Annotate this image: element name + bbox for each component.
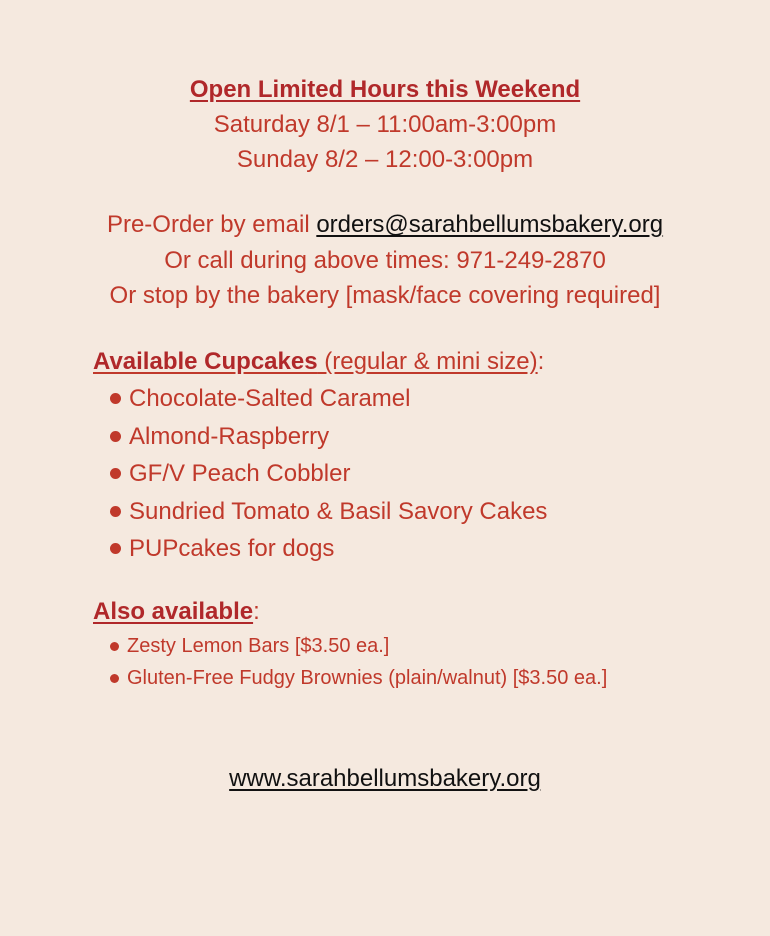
bullet-icon [110, 468, 121, 479]
also-item: Gluten-Free Fudgy Brownies (plain/walnut) [$3.50 ea.] [127, 667, 608, 689]
hours-title: Open Limited Hours this Weekend [189, 76, 581, 103]
cupcake-item: Almond-Raspberry [129, 422, 330, 450]
list-item [110, 493, 547, 531]
bullet-icon [110, 431, 121, 442]
call-line: Or call during above times: 971-249-2870 [164, 247, 606, 274]
list-item [110, 662, 607, 694]
cupcake-list [110, 380, 547, 568]
also-list [110, 630, 607, 694]
hours-section [0, 74, 770, 106]
bullet-icon [110, 674, 119, 683]
also-title-colon: : [253, 598, 260, 625]
preorder-line [0, 208, 770, 242]
cupcake-item: Chocolate-Salted Caramel [129, 385, 411, 412]
cupcake-item: Sundried Tomato & Basil Savory Cakes [129, 497, 548, 525]
list-item [110, 455, 547, 493]
list-item [110, 630, 607, 662]
stop-line: Or stop by the bakery [mask/face covering required] [109, 282, 661, 309]
also-heading [93, 596, 260, 628]
also-item: Zesty Lemon Bars [$3.50 ea.] [127, 635, 390, 657]
bullet-icon [110, 506, 121, 517]
cupcakes-title-colon: : [537, 348, 545, 375]
also-title: Also available [93, 598, 254, 625]
cupcake-item: PUPcakes for dogs [129, 535, 335, 562]
cupcakes-title-bold: Available Cupcakes [93, 348, 318, 375]
cupcake-item: GF/V Peach Cobbler [129, 460, 351, 487]
bullet-icon [110, 642, 119, 651]
bullet-icon [110, 393, 121, 404]
preorder-prefix: Pre-Order by email [106, 211, 317, 238]
list-item [110, 530, 547, 568]
email-link[interactable]: orders@sarahbellumsbakery.org [316, 211, 664, 238]
sunday-hours: Sunday 8/2 – 12:00-3:00pm [236, 146, 534, 173]
website-line [0, 762, 770, 796]
website-link[interactable]: www.sarahbellumsbakery.org [229, 765, 541, 792]
saturday-hours: Saturday 8/1 – 11:00am-3:00pm [213, 111, 557, 138]
cupcakes-title-rest: (regular & mini size) [317, 348, 538, 375]
list-item [110, 418, 547, 456]
list-item [110, 380, 547, 418]
cupcakes-heading [93, 346, 544, 378]
bullet-icon [110, 543, 121, 554]
